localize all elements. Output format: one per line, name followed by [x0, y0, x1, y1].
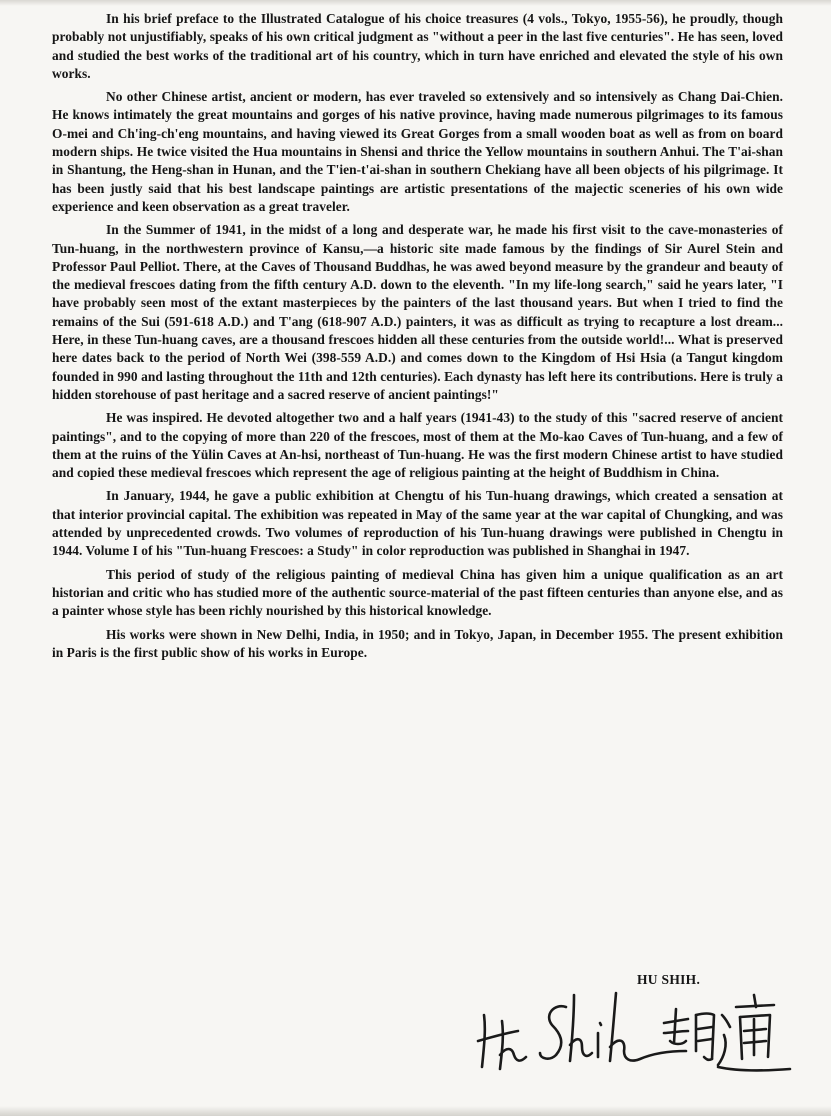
paragraph-4: He was inspired. He devoted altogether two and a half years (1941-43) to the study of this "sacred reserve of ancient paintings", and to the copying of more than 220 of the frescoes, most of them at the Mo-kao Caves of Tun-huang, and a few of them at the ruins of the Yülin Caves at An-hsi, northeast of Tun-huang. He was the first modern Chinese artist to have studied and copied these medieval frescoes which represent the age of religious painting at the height of Buddhism in China.	[52, 410, 783, 481]
scan-edge-top	[0, 0, 831, 6]
scan-edge-bottom	[0, 1106, 831, 1116]
paragraph-1: In his brief preface to the Illustrated Catalogue of his choice treasures (4 vols., Tokyo, 1955-56), he proudly, though probably not unjustifiably, speaks of his own critical judgment as "without a peer in the last five centuries". He has seen, loved and studied the best works of the traditional art of his country, which in turn have enriched and elevated the style of his own works.	[52, 11, 783, 81]
paragraph-6: This period of study of the religious painting of medieval China has given him a unique qualification as an art historian and critic who has studied more of the authentic source-material of the past fifteen centuries than anyone else, and as a painter whose style has been richly nourished by this historical knowledge.	[52, 566, 783, 619]
author-name: HU SHIH.	[637, 972, 701, 987]
paragraph-3: In the Summer of 1941, in the midst of a long and desperate war, he made his first visit to the cave-monasteries of Tun-huang, in the northwestern province of Kansu,—a historic site made famous by the findings of Sir Aurel Stein and Professor Paul Pelliot. There, at the Caves of Thousand Buddhas, he was awed beyond measure by the grandeur and beauty of the medieval frescoes dating from the fifth century A.D. down to the eleventh. "In my life-long search," said he years later, "I have probably seen most of the extant masterpieces by the painters of the last thousand years. But when I tried to find the remains of the Sui (591-618 A.D.) and T'ang (618-907 A.D.) painters, it was as difficult as trying to recapture a lost dream... Here, in these Tun-huang caves, are a thousand frescoes hidden all these centuries from the outside world!... What is preserved here dates back to the period of North Wei (398-559 A.D.) and comes down to the Kingdom of Hsi Hsia (a Tangut kingdom founded in 990 and lasting throughout the 11th and 12th centuries). Each dynasty has left here its contributions. Here is truly a hidden storehouse of past heritage and a sacred reserve of ancient paintings!"	[52, 222, 783, 402]
paragraph-2: No other Chinese artist, ancient or modern, has ever traveled so extensively and so intensively as Chang Dai-Chien. He knows intimately the great mountains and gorges of his native province, having made numerous pilgrimages to its famous O-mei and Ch'ing-ch'eng mountains, and having viewed its Great Gorges from a small wooden boat as well as from on board modern ships. He twice visited the Hua mountains in Shensi and thrice the Yellow mountains in southern Anhui. The T'ai-shan in Shantung, the Heng-shan in Hunan, and the T'ien-t'ai-shan in southern Chekiang have all been objects of his pilgrimage. It has been justly said that his best landscape paintings are artistic presentations of the majectic sceneries of his own wide experience and keen observation as a great traveler.	[52, 89, 783, 214]
body-text	[52, 10, 783, 667]
paragraph-5: In January, 1944, he gave a public exhibition at Chengtu of his Tun-huang drawings, which created a sensation at that interior provincial capital. The exhibition was repeated in May of the same year at the war capital of Chungking, and was attended by unprecedented crowds. Two volumes of reproduction of his Tun-huang drawings were published in Chengtu in 1944. Volume I of his "Tun-huang Frescoes: a Study" in color reproduction was published in Shanghai in 1947.	[52, 488, 783, 559]
paragraph-7: His works were shown in New Delhi, India, in 1950; and in Tokyo, Japan, in December 1955. The present exhibition in Paris is the first public show of his works in Europe.	[52, 626, 783, 660]
handwritten-signature	[474, 985, 794, 1085]
